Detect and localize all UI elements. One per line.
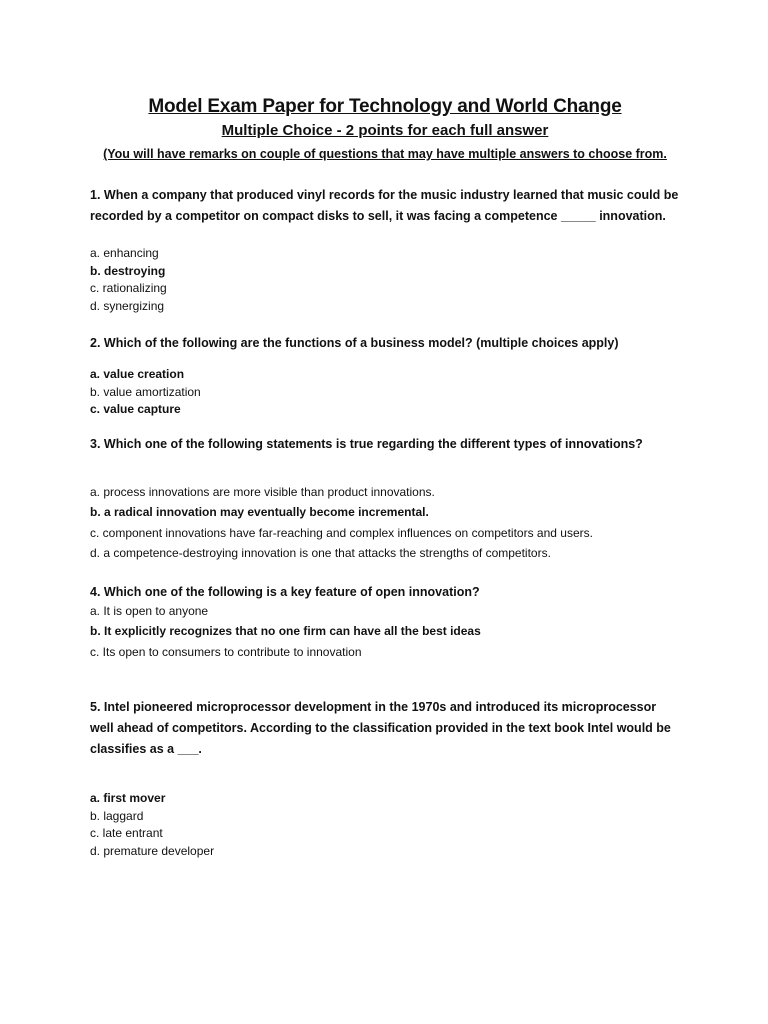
question-4-option-a: a. It is open to anyone	[90, 603, 209, 618]
question-1-options	[90, 245, 680, 315]
question-4-options	[90, 601, 680, 663]
question-2-option-a: a. value creation	[90, 367, 185, 381]
question-5-option-b: b. laggard	[90, 808, 144, 823]
question-4	[90, 582, 680, 663]
exam-title: Model Exam Paper for Technology and World Change	[148, 96, 622, 117]
question-5-options	[90, 790, 680, 860]
question-3-option-c: c. component innovations have far-reaching and complex influences on competitors and users.	[90, 525, 593, 540]
question-2-option-c: c. value capture	[90, 402, 181, 416]
question-4-option-b: b. It explicitly recognizes that no one firm can have all the best ideas	[90, 624, 481, 638]
question-1-option-d: d. synergizing	[90, 298, 165, 313]
exam-header	[90, 0, 680, 164]
question-3-options	[90, 482, 680, 564]
question-1	[90, 185, 680, 315]
question-5-option-a: a. first mover	[90, 791, 166, 805]
question-1-option-c: c. rationalizing	[90, 281, 167, 295]
question-2	[90, 333, 680, 419]
exam-subtitle: Multiple Choice - 2 points for each full answer	[221, 122, 549, 139]
question-3-option-a: a. process innovations are more visible than product innovations.	[90, 484, 435, 499]
question-5	[90, 697, 680, 860]
question-5-option-c: c. late entrant	[90, 826, 163, 840]
question-4-text: 4. Which one of the following is a key feature of open innovation?	[90, 584, 480, 599]
question-1-text: 1. When a company that produced vinyl records for the music industry learned that music could be recorded by a competitor on compact disks to sell, it was facing a competence _____ innovation.	[90, 188, 679, 223]
question-3-option-b: b. a radical innovation may eventually become incremental.	[90, 505, 429, 519]
exam-remark: (You will have remarks on couple of questions that may have multiple answers to choose from.	[103, 147, 667, 161]
question-1-option-a: a. enhancing	[90, 246, 159, 260]
question-2-text: 2. Which of the following are the functions of a business model? (multiple choices apply)	[90, 336, 619, 350]
question-3-option-d: d. a competence-destroying innovation is one that attacks the strengths of competitors.	[90, 546, 551, 560]
question-3-text: 3. Which one of the following statements is true regarding the different types of innovations?	[90, 436, 643, 451]
question-2-option-b: b. value amortization	[90, 384, 201, 399]
question-5-option-d: d. premature developer	[90, 843, 215, 858]
question-3	[90, 434, 680, 564]
question-1-option-b: b. destroying	[90, 263, 166, 278]
question-4-option-c: c. Its open to consumers to contribute to innovation	[90, 644, 362, 659]
question-5-text: 5. Intel pioneered microprocessor development in the 1970s and introduced its microprocessor well ahead of competitors. According to the classification provided in the text book Intel would be classifies as a ___.	[90, 700, 671, 756]
question-2-options	[90, 366, 680, 419]
